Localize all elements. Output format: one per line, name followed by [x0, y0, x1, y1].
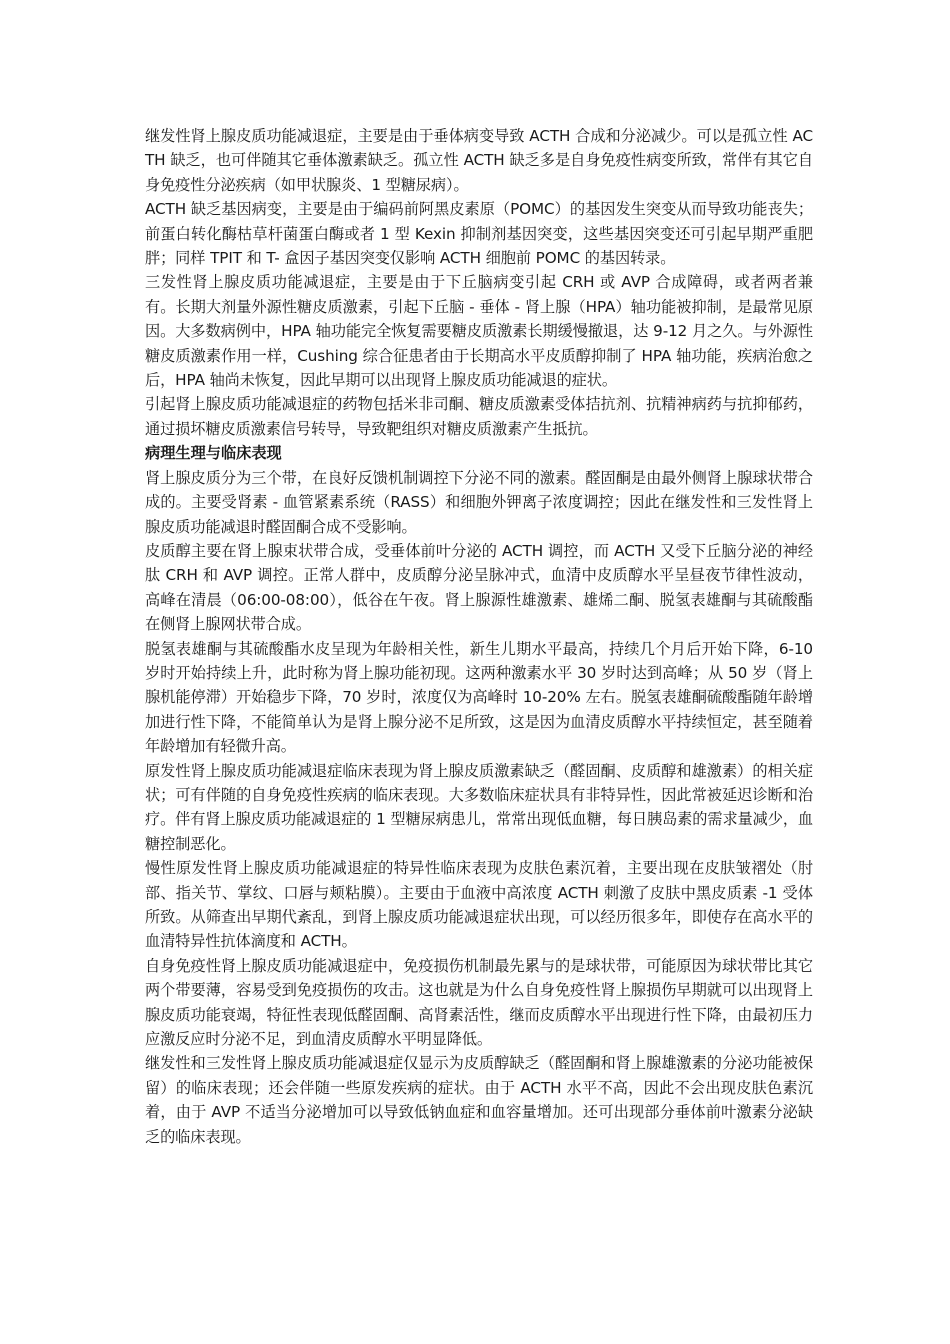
- paragraph-secondary-tertiary-symptoms: 继发性和三发性肾上腺皮质功能减退症仅显示为皮质醇缺乏（醛固酮和肾上腺雄激素的分泌功能被保留）的临床表现；还会伴随一些原发疾病的症状。由于 ACTH 水平不高，因此不会出现皮肤色素沉着，由于 AVP 不适当分泌增加可以导致低钠血症和血容量增加。还可出现部分垂体前叶激素分泌缺乏的临床表现。: [145, 1054, 813, 1146]
- paragraph-drug-causes: 引起肾上腺皮质功能减退症的药物包括米非司酮、糖皮质激素受体拮抗剂、抗精神病药与抗抑郁药，通过损坏糖皮质激素信号转导，导致靶组织对糖皮质激素产生抵抗。: [145, 395, 813, 438]
- paragraph-primary-symptoms: 原发性肾上腺皮质功能减退症临床表现为肾上腺皮质激素缺乏（醛固酮、皮质醇和雄激素）的相关症状；可有伴随的自身免疫性疾病的临床表现。大多数临床症状具有非特异性，因此常被延迟诊断和治疗。伴有肾上腺皮质功能减退症的 1 型糖尿病患儿，常常出现低血糖，每日胰岛素的需求量减少，血糖控制恶化。: [145, 761, 813, 853]
- paragraph-tertiary-insufficiency: 三发性肾上腺皮质功能减退症，主要是由于下丘脑病变引起 CRH 或 AVP 合成障碍，或者两者兼有。长期大剂量外源性糖皮质激素，引起下丘脑 - 垂体 - 肾上腺（HPA）轴功能被抑制，是最常见原因。大多数病例中，HPA 轴功能完全恢复需要糖皮质激素长期缓慢撤退，达 9-12 月之久。与外源性糖皮质激素作用一样，Cushing 综合征患者由于长期高水平皮质醇抑制了 HPA 轴功能，疾病治愈之后，HPA 轴尚未恢复，因此早期可以出现肾上腺皮质功能减退的症状。: [145, 273, 813, 390]
- document-page: [145, 124, 813, 1149]
- paragraph-acth-gene-defects: ACTH 缺乏基因病变，主要是由于编码前阿黑皮素原（POMC）的基因发生突变从而导致功能丧失；前蛋白转化酶枯草杆菌蛋白酶或者 1 型 Kexin 抑制剂基因突变，这些基因突变还可引起早期严重肥胖；同样 TPIT 和 T- 盒因子基因突变仅影响 ACTH 细胞前 POMC 的基因转录。: [145, 200, 813, 268]
- paragraph-secondary-insufficiency: 继发性肾上腺皮质功能减退症，主要是由于垂体病变导致 ACTH 合成和分泌减少。可以是孤立性 ACTH 缺乏，也可伴随其它垂体激素缺乏。孤立性 ACTH 缺乏多是自身免疫性病变所致，常伴有其它自身免疫性分泌疾病（如甲状腺炎、1 型糖尿病）。: [145, 127, 813, 194]
- paragraph-dhea: 脱氢表雄酮与其硫酸酯水皮呈现为年龄相关性，新生儿期水平最高，持续几个月后开始下降，6-10 岁时开始持续上升，此时称为肾上腺功能初现。这两种激素水平 30 岁时达到高峰；从 50 岁（肾上腺机能停滞）开始稳步下降，70 岁时，浓度仅为高峰时 10-20% 左右。脱氢表雄酮硫酸酯随年龄增加进行性下降，不能简单认为是肾上腺分泌不足所致，这是因为血清皮质醇水平持续恒定，甚至随着年龄增加有轻微升高。: [145, 639, 813, 756]
- paragraph-cortex-zones: 肾上腺皮质分为三个带，在良好反馈机制调控下分泌不同的激素。醛固酮是由最外侧肾上腺球状带合成的。主要受肾素 - 血管紧素系统（RASS）和细胞外钾离子浓度调控；因此在继发性和三发性肾上腺皮质功能减退时醛固酮合成不受影响。: [145, 468, 813, 536]
- paragraph-cortisol: 皮质醇主要在肾上腺束状带合成，受垂体前叶分泌的 ACTH 调控，而 ACTH 又受下丘脑分泌的神经肽 CRH 和 AVP 调控。正常人群中，皮质醇分泌呈脉冲式，血清中皮质醇水平呈昼夜节律性波动，高峰在清晨（06:00-08:00），低谷在午夜。肾上腺源性雄激素、雄烯二酮、脱氢表雄酮与其硫酸酯在侧肾上腺网状带合成。: [145, 541, 813, 634]
- paragraph-pigmentation: 慢性原发性肾上腺皮质功能减退症的特异性临床表现为皮肤色素沉着，主要出现在皮肤皱褶处（肘部、指关节、掌纹、口唇与颊粘膜）。主要由于血液中高浓度 ACTH 刺激了皮肤中黑皮质素 -1 受体所致。从筛查出早期代紊乱，到肾上腺皮质功能减退症状出现，可以经历很多年，即使存在高水平的血清特异性抗体滴度和 ACTH。: [145, 859, 813, 951]
- section-heading: 病理生理与临床表现: [145, 444, 282, 463]
- paragraph-autoimmune: 自身免疫性肾上腺皮质功能减退症中，免疫损伤机制最先累与的是球状带，可能原因为球状带比其它两个带要薄，容易受到免疫损伤的攻击。这也就是为什么自身免疫性肾上腺损伤早期就可以出现肾上腺皮质功能衰竭，特征性表现低醛固酮、高肾素活性，继而皮质醇水平出现进行性下降，由最初压力应激反应时分泌不足，到血清皮质醇水平明显降低。: [145, 956, 813, 1049]
